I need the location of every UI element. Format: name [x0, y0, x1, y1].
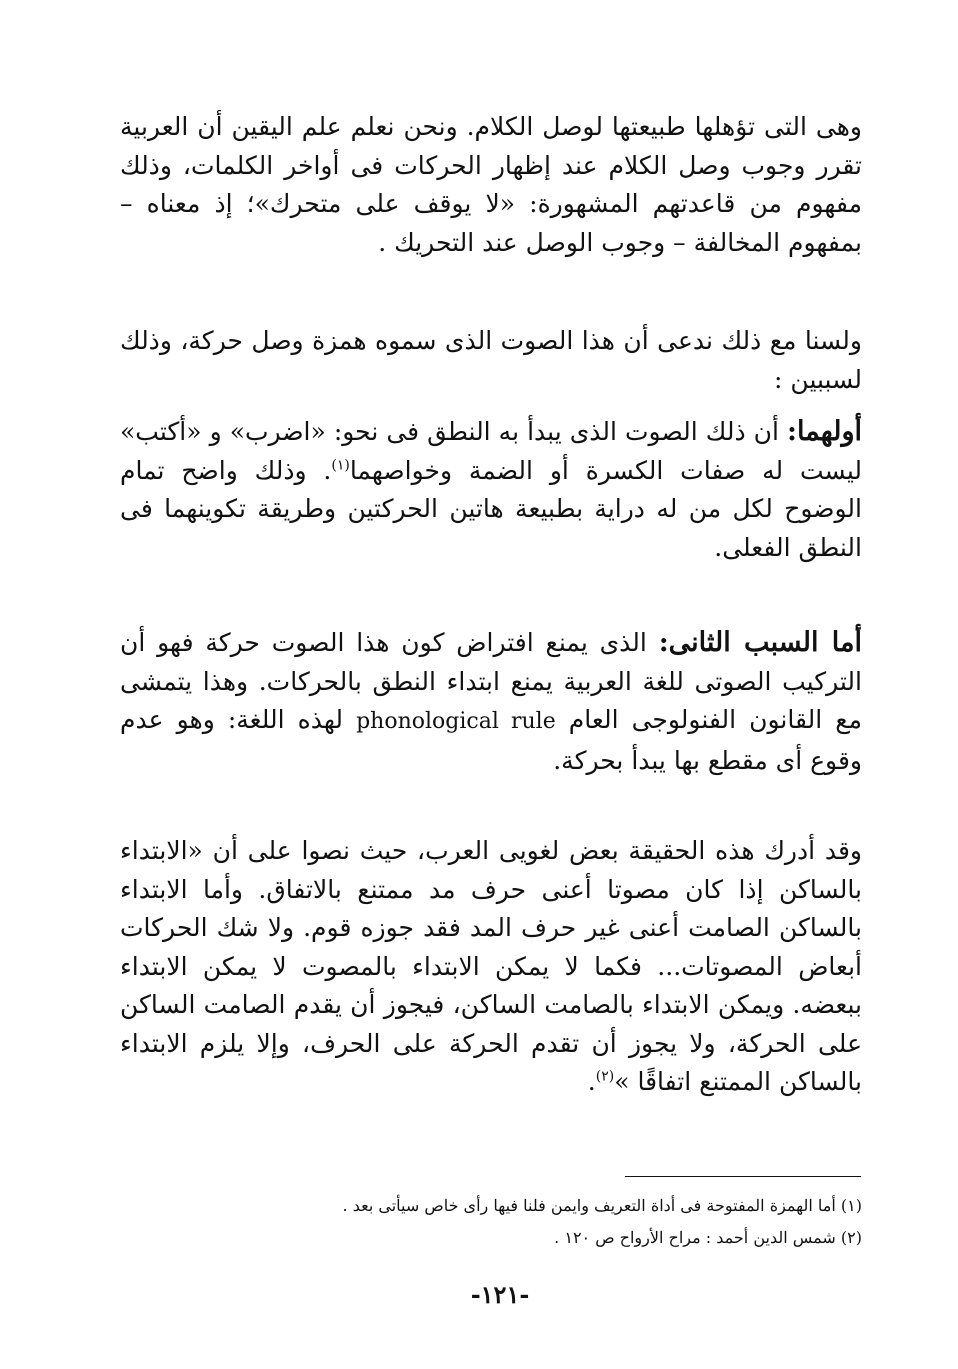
main-text-3: [120, 413, 862, 567]
paragraph-5: [120, 832, 862, 1102]
paragraph-3: [120, 413, 862, 567]
paragraph-5-text: وقد أدرك هذه الحقيقة بعض لغويى العرب، حيث نصوا على أن «الابتداء بالساكن إذا كان مصوتا أعنى حرف مد ممتنع بالاتفاق. وأما الابتداء بالساكن الصامت أعنى غير حرف المد فقد جوزه قوم. ولا شك الحركات أبعاض المصوتات... فكما لا يمكن الابتداء بالمصوت لا يمكن الابتداء ببعضه. ويمكن الابتداء بالصامت الساكن، فيجوز أن يقدم الصامت الساكن على الحركة، ولا يجوز أن تقدم الحركة على الحرف، وإلا يلزم الابتداء بالساكن الممتنع اتفاقًا »: [120, 836, 862, 1096]
paragraph-3-tail: . وذلك واضح تمام الوضوح لكل من له دراية بطبيعة هاتين الحركتين وطريقة تكوينهما فى النطق الفعلى.: [120, 455, 862, 562]
footnote-divider: [625, 1176, 861, 1177]
phonological-rule-term: phonological rule: [356, 709, 556, 734]
paragraph-3-text: أن ذلك الصوت الذى يبدأ به النطق فى نحو: «اضرب» و «أكتب» ليست له صفات الكسرة أو الضمة وخواصهما: [120, 417, 862, 485]
paragraph-1: وهى التى تؤهلها طبيعتها لوصل الكلام. ونحن نعلم علم اليقين أن العربية تقرر وجوب وصل الكلام عند إظهار الحركات فى أواخر الكلمات، وذلك مفهوم من قاعدتهم المشهورة: «لا يوقف على متحرك»؛ إذ معناه – بمفهوم المخالفة – وجوب الوصل عند التحريك .: [120, 112, 862, 257]
paragraph-5-tail: .: [587, 1067, 596, 1096]
page-number: -١٢١-: [470, 1280, 530, 1309]
second-reason-heading: أما السبب الثانى:: [658, 627, 862, 658]
paragraph-4-text-b: لهذه اللغة: وهو عدم وقوع أى مقطع بها يبدأ بحركة.: [120, 705, 862, 775]
footnotes: [260, 1190, 862, 1254]
footnote-ref-2: (٢): [595, 1068, 615, 1085]
paragraph-4-text-a: الذى يمنع افتراض كون هذا الصوت حركة فهو أن التركيب الصوتى للغة العربية يمنع ابتداء النطق بالحركات. وهذا يتمشى مع القانون الفنولوجى العام: [120, 628, 862, 734]
main-text-4: [120, 624, 862, 780]
paragraph-4: [120, 624, 862, 780]
footnote-ref-1: (١): [331, 457, 350, 474]
main-text-2: [120, 322, 862, 399]
footnote-2: (٢) شمس الدين أحمد : مراح الأرواح ص ١٢٠ .: [554, 1228, 862, 1247]
main-text: [120, 108, 862, 262]
paragraph-2: ولسنا مع ذلك ندعى أن هذا الصوت الذى سموه همزة وصل حركة، وذلك لسببين :: [120, 326, 862, 394]
first-reason-heading: أولهما:: [786, 416, 862, 447]
footnote-1: (١) أما الهمزة المفتوحة فى أداة التعريف وايمن فلنا فيها رأى خاص سيأتى بعد .: [342, 1196, 862, 1215]
main-text-5: [120, 832, 862, 1102]
